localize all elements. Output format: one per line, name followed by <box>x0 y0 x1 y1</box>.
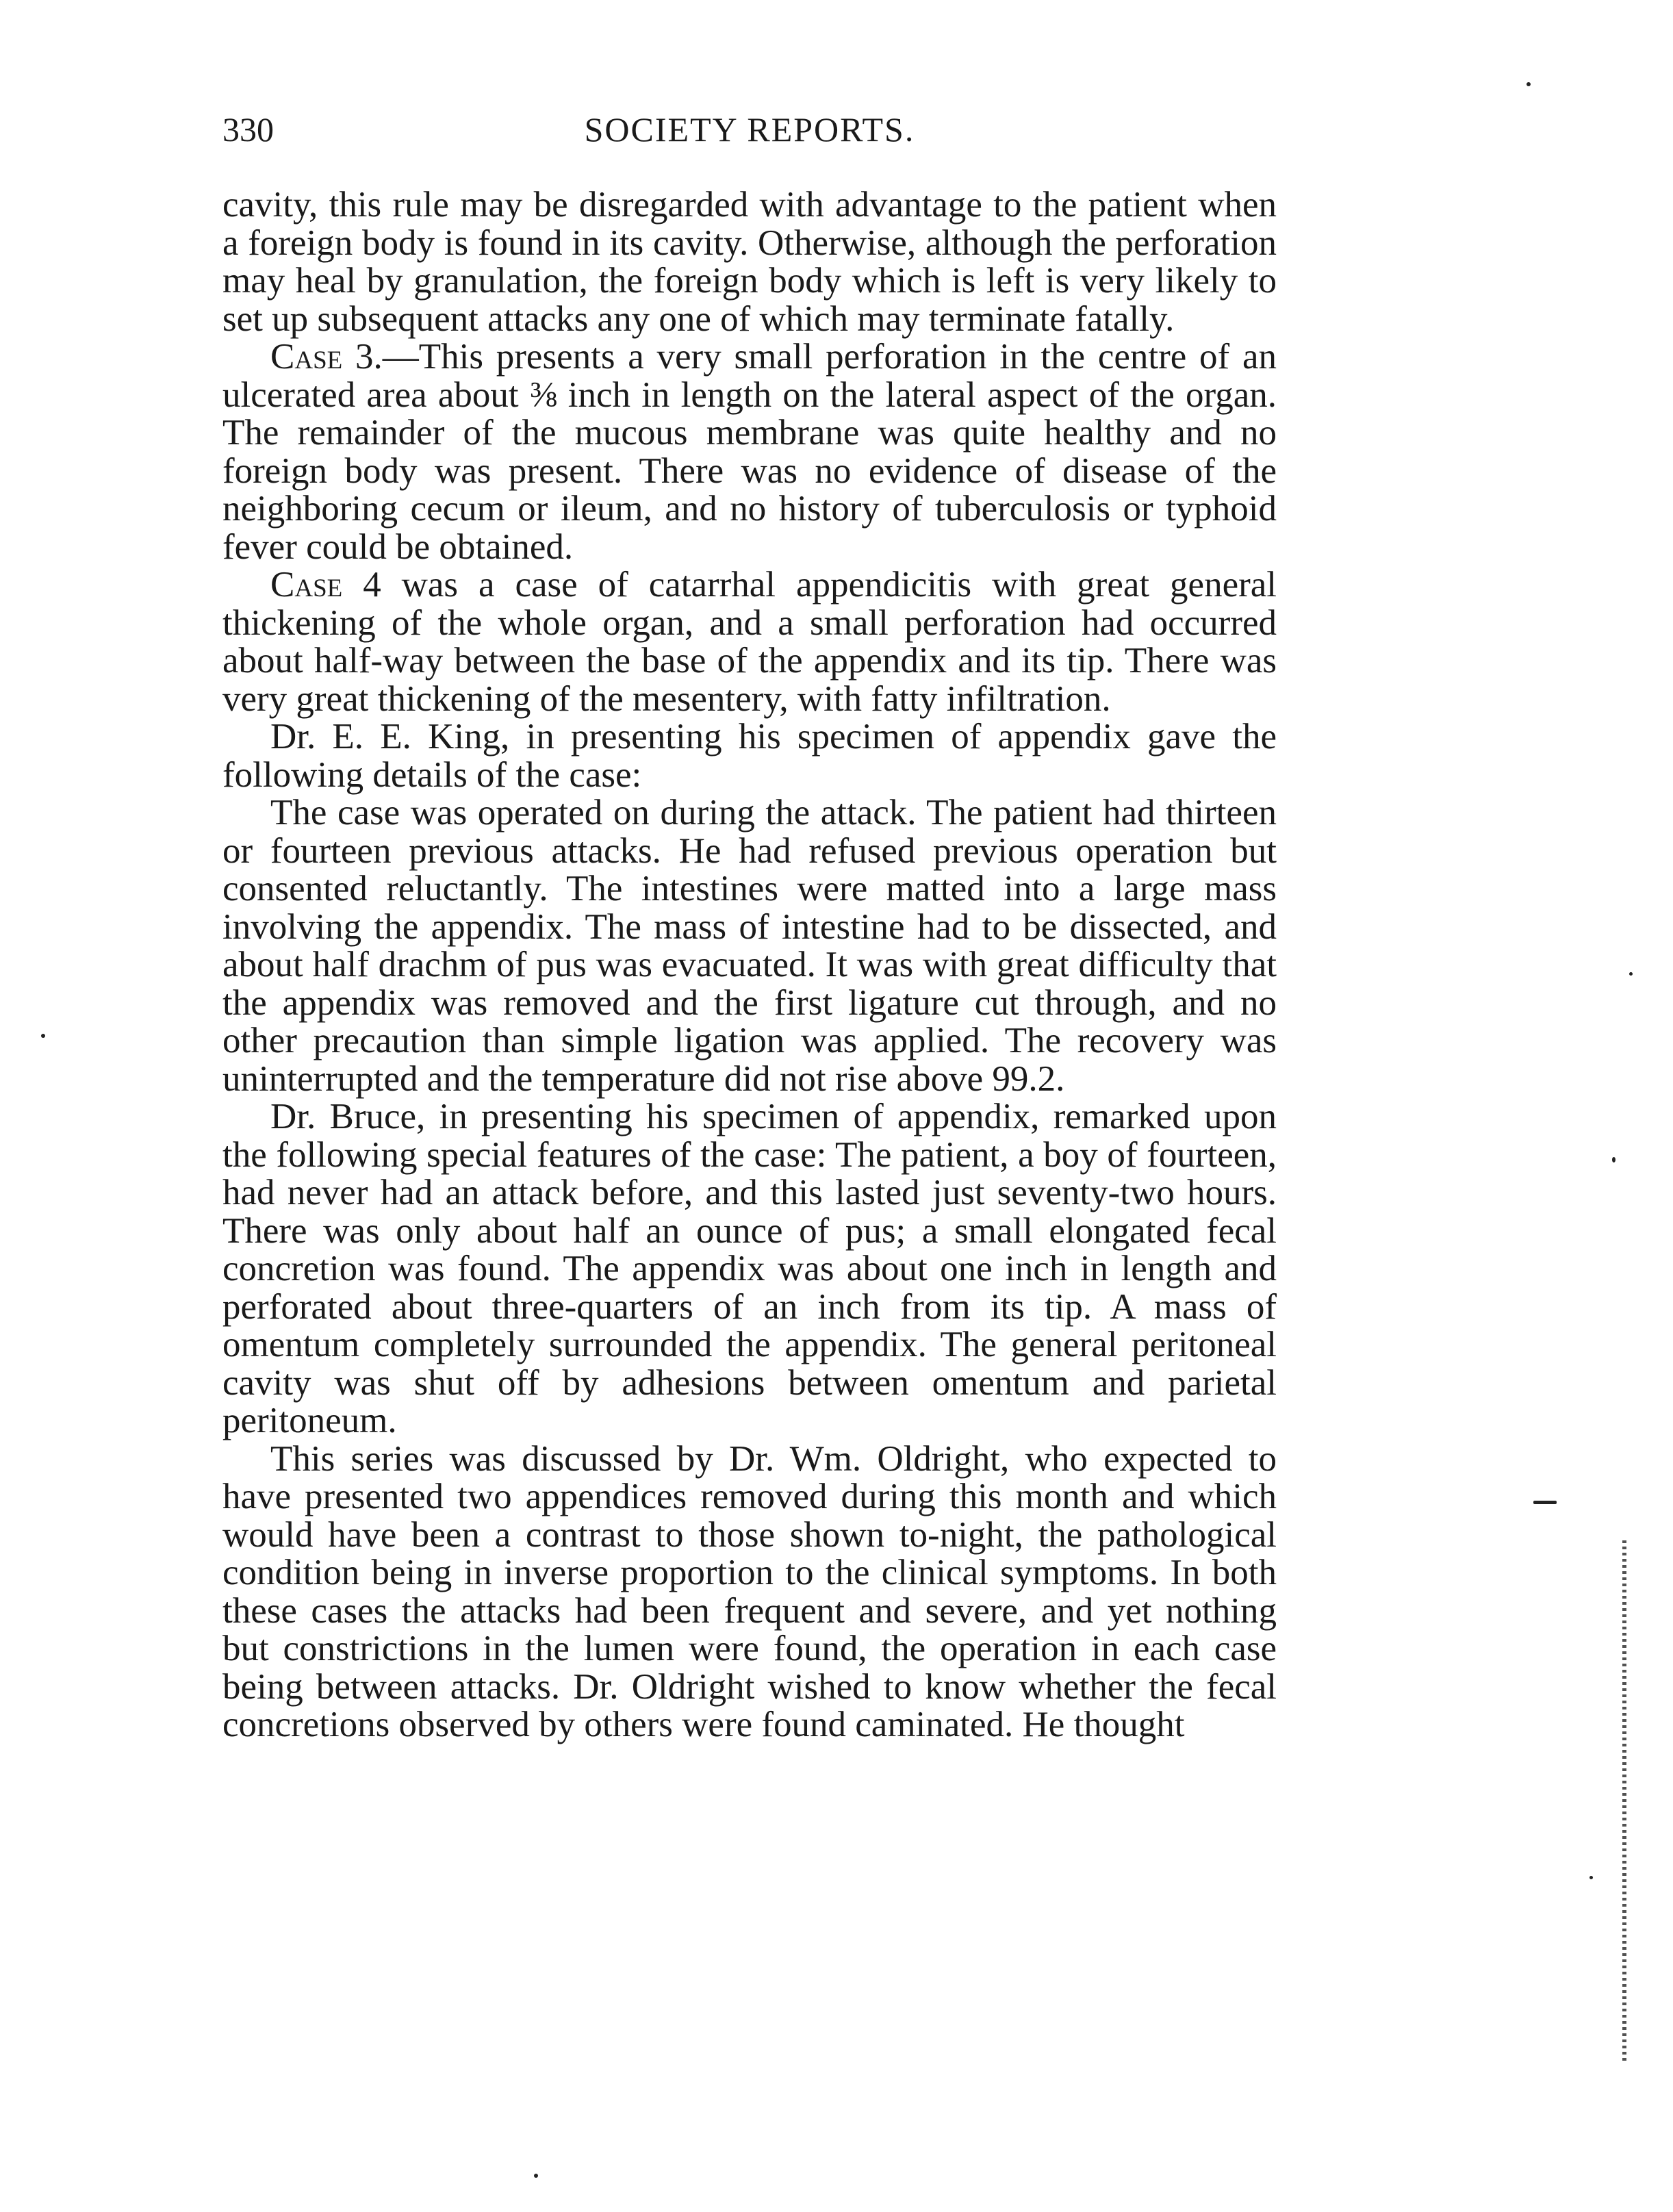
paragraph-text: cavity, this rule may be disregarded with advantage to the patient when a foreign body is found in its cavity. Otherwise, although the perforation may heal by granulation, the foreign body which is left is very likely to set up subsequent attacks any one of which may terminate fatally. <box>222 185 1277 339</box>
scan-speck <box>1533 1501 1557 1504</box>
article-body <box>222 186 1277 1744</box>
paragraph-oldright-discussion <box>222 1440 1277 1744</box>
scan-speck <box>534 2174 538 2178</box>
paragraph-case-4 <box>222 566 1277 718</box>
running-head: SOCIETY REPORTS. <box>584 110 915 149</box>
paragraph-king-case <box>222 794 1277 1098</box>
paragraph-text: 3.—This presents a very small perforation in the centre of an ulcerated area about ⅜ inch in length on the lateral aspect of the organ. The remainder of the mucous membrane was quite healthy and no foreign body was present. There was no evidence of disease of the neighboring cecum or ileum, and no history of tuberculosis or typhoid fever could be obtained. <box>222 337 1277 567</box>
page-number: 330 <box>222 110 274 149</box>
paragraph-cavity-rule <box>222 186 1277 338</box>
scan-speck <box>1612 1157 1615 1162</box>
paragraph-king-intro <box>222 718 1277 794</box>
scan-speck <box>1527 82 1531 86</box>
paragraph-text: Dr. E. E. King, in presenting his specimen of appendix gave the following details of the case: <box>222 717 1277 795</box>
scan-speck <box>41 1034 45 1038</box>
case-label: Case <box>270 337 343 377</box>
paragraph-bruce-case <box>222 1098 1277 1440</box>
scan-speck <box>1629 972 1633 976</box>
case-label: Case <box>270 565 343 605</box>
scan-speck <box>1589 1876 1593 1879</box>
scan-binding-edge <box>1622 1540 1626 2061</box>
paragraph-text: 4 was a case of catarrhal appendicitis with great general thickening of the whole organ, and a small perforation had occurred about half-way between the base of the appendix and its tip. There was very great thickening of the mesentery, with fatty infiltration. <box>222 565 1277 719</box>
page-header <box>222 110 1277 157</box>
paragraph-text: The case was operated on during the attack. The patient had thirteen or fourteen previous attacks. He had refused previous operation but consented reluctantly. The intestines were matted into a large mass involving the appendix. The mass of intestine had to be dissected, and about half drachm of pus was evacuated. It was with great difficulty that the appendix was removed and the first ligature cut through, and no other precaution than simple ligation was applied. The recovery was uninterrupted and the temperature did not rise above 99.2. <box>222 793 1277 1099</box>
paragraph-case-3 <box>222 338 1277 566</box>
paragraph-text: Dr. Bruce, in presenting his specimen of appendix, remarked upon the following special features of the case: The patient, a boy of fourteen, had never had an attack before, and this lasted just seventy-two hours. There was only about half an ounce of pus; a small elongated fecal concretion was found. The appendix was about one inch in length and perforated about three-quarters of an inch from its tip. A mass of omentum completely surrounded the appendix. The general peritoneal cavity was shut off by adhesions between omentum and parietal peritoneum. <box>222 1097 1277 1440</box>
paragraph-text: This series was discussed by Dr. Wm. Oldright, who expected to have presented two appendices removed during this month and which would have been a contrast to those shown to-night, the pathological condition being in inverse proportion to the clinical symptoms. In both these cases the attacks had been frequent and severe, and yet nothing but constrictions in the lumen were found, the operation in each case being between attacks. Dr. Oldright wished to know whether the fecal concretions observed by others were found caminated. He thought <box>222 1438 1277 1744</box>
